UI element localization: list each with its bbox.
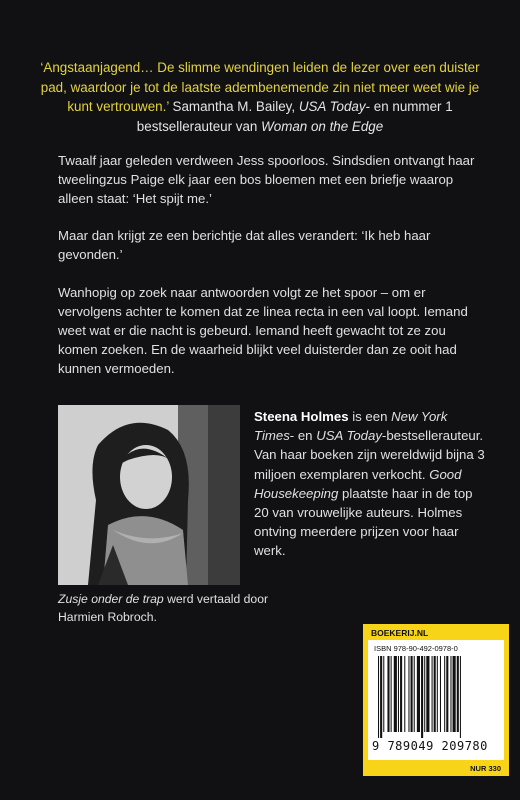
quote-attribution-source: USA Today	[298, 99, 366, 114]
barcode-bar	[432, 656, 433, 732]
nur-code: NUR 330	[470, 764, 501, 773]
barcode-bar	[421, 656, 423, 738]
barcode-bar	[383, 656, 384, 732]
book-title: Zusje onder de trap	[58, 592, 164, 606]
barcode-bar	[434, 656, 436, 732]
barcode-bar	[437, 656, 438, 732]
barcode-bar	[417, 656, 420, 732]
bio-text-2: - en	[289, 428, 317, 444]
bio-italic-2: USA Today	[316, 428, 382, 444]
barcode	[376, 656, 498, 738]
translation-credit	[58, 590, 298, 626]
barcode-digits: 9 789049 209780	[372, 739, 488, 753]
barcode-bar	[400, 656, 402, 732]
isbn-label-box	[363, 624, 509, 776]
barcode-bar	[426, 656, 429, 732]
barcode-bar	[411, 656, 413, 732]
barcode-bar	[444, 656, 445, 732]
author-photo	[58, 405, 240, 585]
quote-attribution-book: Woman on the Edge	[261, 118, 384, 134]
barcode-bar	[387, 656, 389, 732]
credit-text: werd vertaald door Harmien Robroch.	[58, 592, 269, 624]
barcode-bar	[404, 656, 405, 732]
barcode-bar	[446, 656, 448, 732]
blurb-paragraph-2: Maar dan krijgt ze een berichtje dat alles verandert: ‘Ik heb haar gevonden.’	[58, 228, 431, 262]
quote-attribution-name: Samantha M. Bailey,	[168, 99, 299, 114]
bio-text-4: plaatste haar in de top 20 van vrouwelijke auteurs. Holmes ontving meerdere prijzen voor haar werk.	[254, 485, 473, 559]
barcode-bar	[450, 656, 451, 732]
barcode-bar	[380, 656, 382, 738]
author-name: Steena Holmes	[254, 409, 349, 424]
barcode-bar	[457, 656, 459, 732]
barcode-bar	[414, 656, 415, 732]
barcode-bar	[424, 656, 425, 732]
bio-text-3: -bestsellerauteur. Van haar boeken zijn wereldwijd bijna 3 miljoen exemplaren verkocht.	[254, 428, 485, 482]
barcode-bar	[398, 656, 399, 732]
barcode-bar	[453, 656, 456, 732]
barcode-bar	[391, 656, 392, 732]
barcode-bar	[440, 656, 441, 732]
blurb-paragraph-1: Twaalf jaar geleden verdween Jess spoorloos. Sindsdien ontvangt haar tweelingzus Paige elk jaar een bos bloemen met een briefje waarop alleen staat: ‘Het spijt me.’	[58, 153, 475, 206]
barcode-panel	[368, 640, 504, 760]
blurb-paragraph-3: Wanhopig op zoek naar antwoorden volgt ze het spoor – om er vervolgens achter te komen dat ze linea recta in een val loopt. Iemand weet wat er die nacht is gebeurd. Iemand heeft gewacht tot ze zou komen zoeken. En de waarheid blijkt veel duisterder dan ze ooit had kunnen vermoeden.	[58, 285, 468, 376]
review-quote	[40, 58, 480, 136]
barcode-bar	[394, 656, 397, 732]
author-bio	[254, 407, 490, 561]
author-portrait-image	[58, 405, 240, 585]
barcode-bar	[378, 656, 379, 738]
barcode-bar	[460, 656, 461, 738]
publisher-url: BOEKERIJ.NL	[371, 628, 429, 638]
barcode-bar	[408, 656, 409, 732]
bio-italic-1: New York Times	[254, 409, 448, 444]
quote-attribution-middle: - en nummer 1 bestsellerauteur van	[136, 99, 453, 134]
bio-italic-3: Good Housekeeping	[254, 466, 462, 501]
bio-text-1: is een	[348, 409, 392, 424]
quote-text: ‘Angstaanjagend… De slimme wendingen leiden de lezer over een duister pad, waardoor je tot de laatste adembenemende zin niet meer weet wie je kunt vertrouwen.’	[40, 60, 480, 114]
isbn-number: ISBN 978-90-492-0978-0	[374, 644, 458, 653]
